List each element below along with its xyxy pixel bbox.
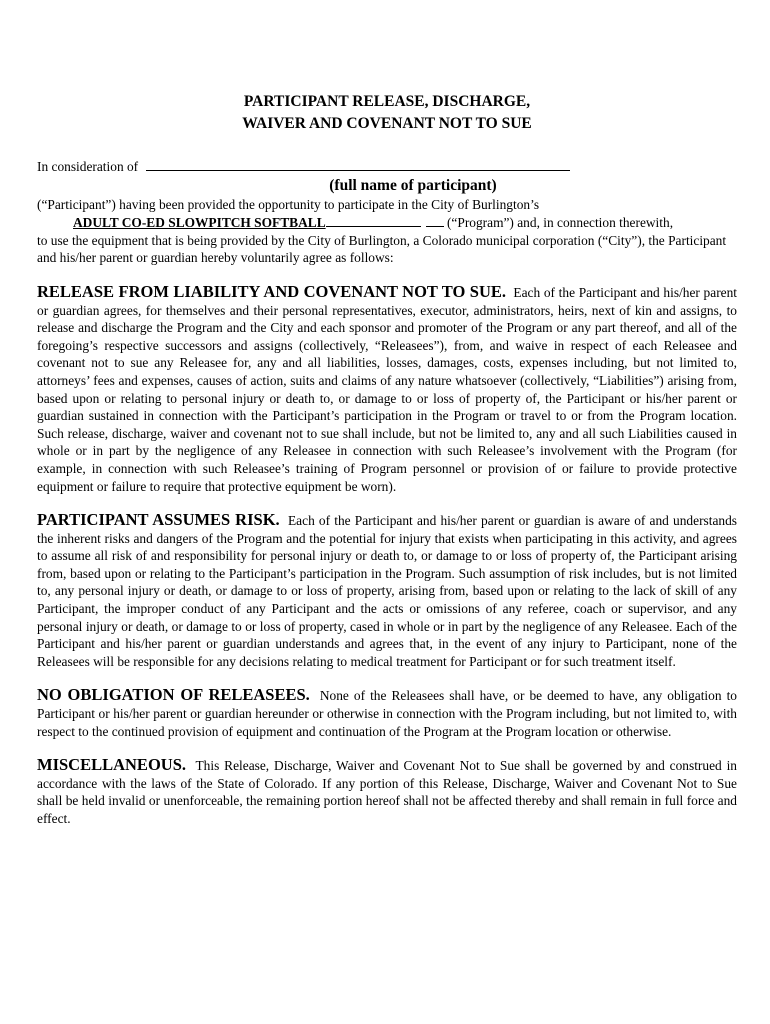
title-line-1: PARTICIPANT RELEASE, DISCHARGE, (243, 93, 531, 110)
section-release (37, 283, 737, 495)
program-blank-1 (326, 213, 421, 227)
section-assumes-risk (37, 511, 737, 670)
program-name: ADULT CO-ED SLOWPITCH SOFTBALL (73, 215, 326, 231)
document-page (37, 91, 737, 828)
section-body: This Release, Discharge, Waiver and Covenant Not to Sue shall be governed by and construed in accordance with the laws of the State of Colorado. If any portion of this Release, Discharge, Waiver and Covenant Not to Sue shall be held invalid or unenforceable, the remaining portion hereof shall not be affected thereby and shall remain in full force and effect. (37, 758, 737, 826)
title-line-2: WAIVER AND COVENANT NOT TO SUE (242, 115, 532, 132)
document-title (37, 91, 737, 135)
consideration-line (37, 157, 737, 176)
section-heading: NO OBLIGATION OF RELEASEES. (37, 685, 310, 705)
section-body: None of the Releasees shall have, or be deemed to have, any obligation to Participant or his/her parent or guardian hereunder or otherwise in connection with the Program including, but not limited to, with respect to the continued provision of equipment and continuation of the Program at the Program location or otherwise. (37, 688, 737, 739)
section-heading: PARTICIPANT ASSUMES RISK. (37, 510, 280, 530)
section-heading: RELEASE FROM LIABILITY AND COVENANT NOT TO SUE. (37, 281, 507, 301)
section-heading: MISCELLANEOUS. (37, 755, 186, 775)
intro-rest: to use the equipment that is being provided by the City of Burlington, a Colorado municipal corporation (“City”), the Participant and his/her parent or guardian hereby voluntarily agree as follows: (37, 232, 727, 266)
program-suffix: (“Program”) and, in connection therewith, (443, 215, 674, 231)
program-blank-2 (426, 213, 444, 227)
consideration-prefix: In consideration of (37, 159, 139, 174)
participant-name-field[interactable] (146, 157, 570, 171)
full-name-label: (full name of participant) (329, 176, 497, 194)
section-body: Each of the Participant and his/her parent or guardian agrees, for themselves and their personal representatives, executor, administrators, heirs, next of kin and assigns, to release and discharge the Program and the City and each sponsor and promoter of the Program or any part thereof, and all of the foregoing’s respective successors and assigns (collectively, “Releasees”), from, and waive in respect of each Releasee and covenant not to sue any Releasee for, any and all liabilities, losses, damages, costs, expenses including, but not limited to, attorneys’ fees and expenses, causes of action, suits and claims of any nature whatsoever (collectively, “Liabilities”) arising from, based upon or relating to personal injury or death to, or damage to or loss of property of, the Participant or his/her parent or guardian sustained in connection with the Participant’s participation in the Program or travel to or from the Program location. Such release, discharge, waiver and covenant not to sue shall include, but not be limited to, any and all such Liabilities caused in whole or in part by the negligence of any Releasee in connection with such Releasee’s involvement with the Program (for example, in connection with such Releasee’s training of Program personnel or provision of or failure to provide protective equipment or failure to require that protective equipment be worn). (37, 284, 738, 494)
section-miscellaneous (37, 756, 737, 827)
intro-line-1: (“Participant”) having been provided the opportunity to participate in the City of Burlington’s (37, 196, 540, 212)
program-line (37, 213, 737, 232)
section-no-obligation (37, 686, 737, 740)
section-body: Each of the Participant and his/her parent or guardian is aware of and understands the inherent risks and dangers of the Program and the potential for injury that exists when participating in this activity, and agrees to assume all risk of and responsibility for personal injury or death to, or damage to or loss of property of, the Participant arising from, based upon or relating to the Participant’s participation in the Program. Such assumption of risk includes, but is not limited to, any personal injury or death, or damage to or loss of property, arising from, based upon or relating to the lack of skill of any Participant, the improper conduct of any Participant and the acts or omissions of any referee, coach or supervisor, and any personal injury or death, or damage to or loss of property, cased in whole or in part by the negligence of any Releasee. Each of the Participant and his/her parent or guardian understands and agrees that, in the event of any injury to Participant, none of the Releasees will be responsible for any decisions relating to medical treatment for Participant or for such treatment itself. (37, 513, 738, 669)
